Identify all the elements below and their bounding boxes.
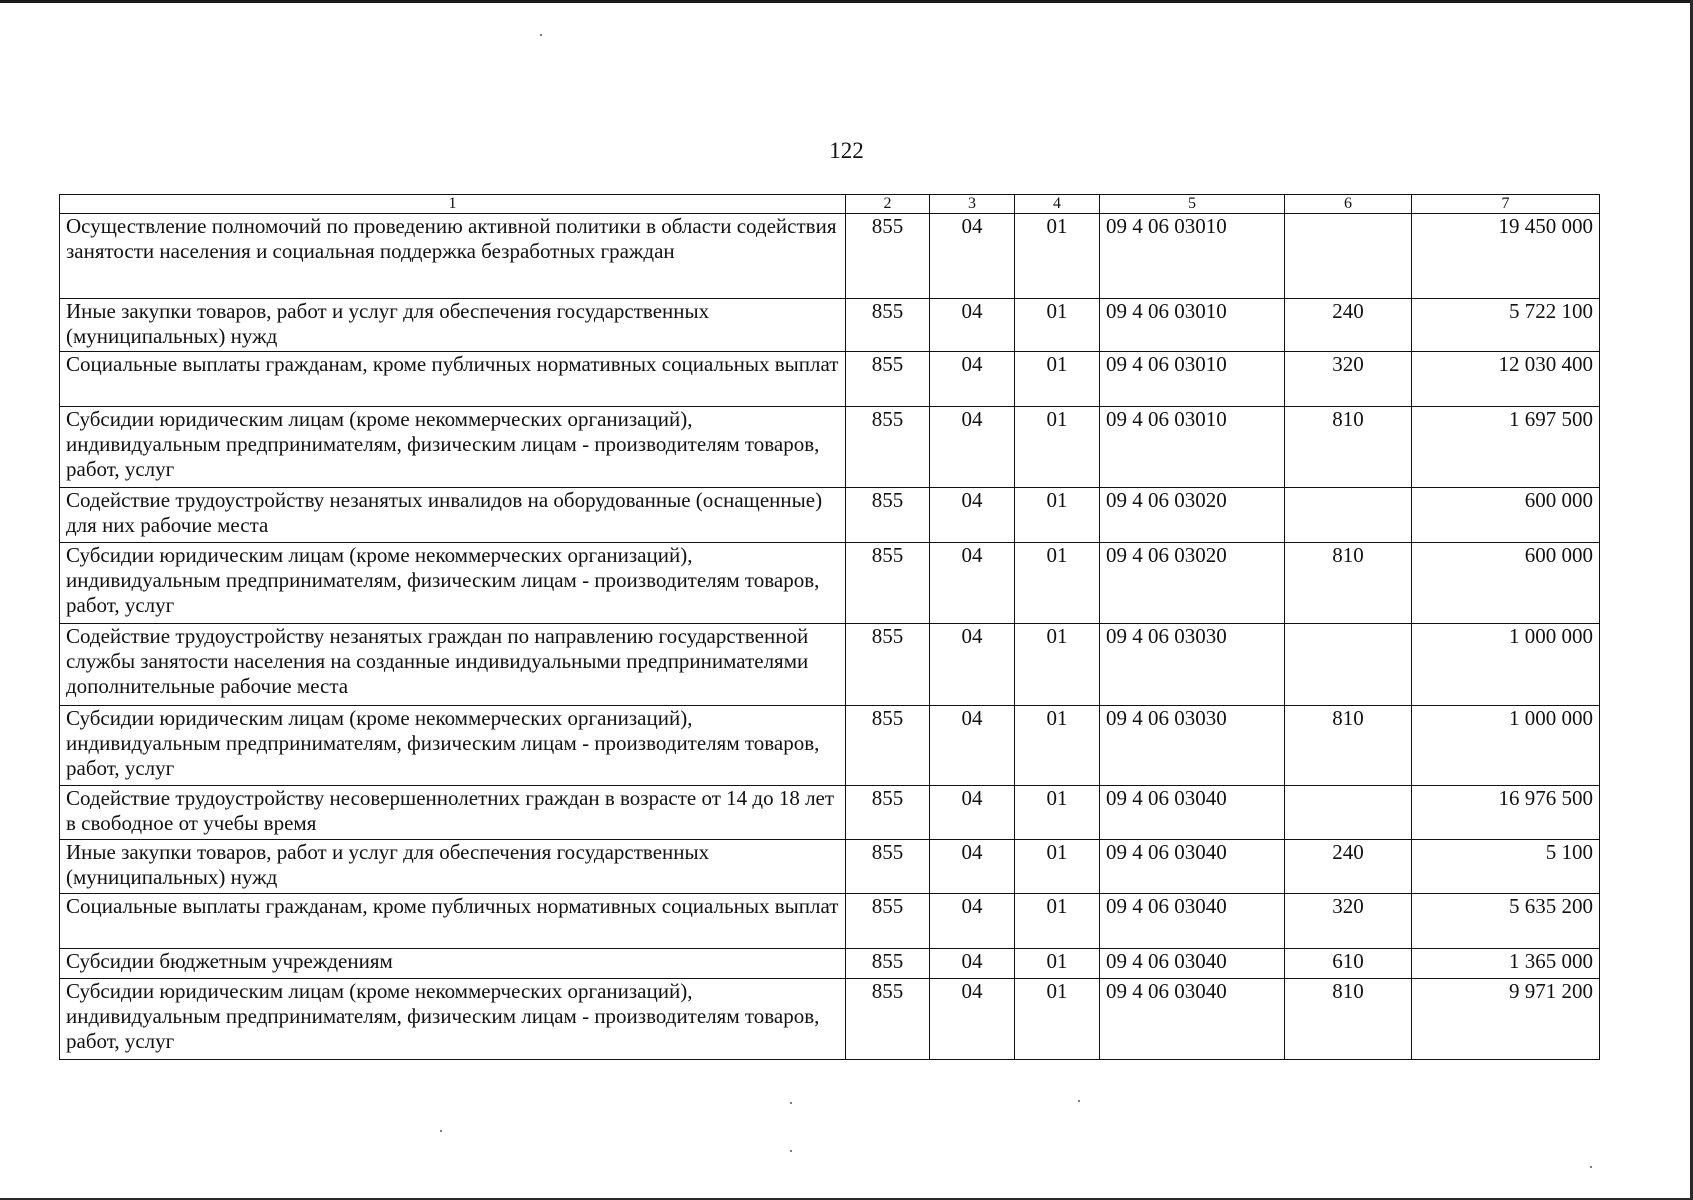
row-code-col5: 09 4 06 03040 — [1100, 979, 1285, 1060]
table-row — [60, 979, 1600, 1060]
row-code-col3: 04 — [930, 543, 1015, 624]
row-amount: 16 976 500 — [1412, 786, 1600, 840]
row-code-col5: 09 4 06 03020 — [1100, 543, 1285, 624]
row-code-col5: 09 4 06 03040 — [1100, 894, 1285, 949]
row-description: Субсидии юридическим лицам (кроме некоммерческих организаций), индивидуальным предпринимателям, физическим лицам - производителям товаров, работ, услуг — [60, 543, 846, 624]
row-code-col4: 01 — [1015, 407, 1100, 488]
row-code-col6: 810 — [1285, 706, 1412, 786]
scan-speck — [790, 1102, 792, 1104]
table-row — [60, 786, 1600, 840]
row-code-col4: 01 — [1015, 949, 1100, 979]
row-description: Содействие трудоустройству несовершеннолетних граждан в возрасте от 14 до 18 лет в свободное от учебы время — [60, 786, 846, 840]
table-row — [60, 840, 1600, 894]
row-description: Содействие трудоустройству незанятых инвалидов на оборудованные (оснащенные) для них рабочие места — [60, 488, 846, 543]
row-code-col4: 01 — [1015, 488, 1100, 543]
row-amount: 5 100 — [1412, 840, 1600, 894]
row-code-col6: 240 — [1285, 840, 1412, 894]
row-description: Иные закупки товаров, работ и услуг для обеспечения государственных (муниципальных) нужд — [60, 299, 846, 352]
row-amount: 1 000 000 — [1412, 706, 1600, 786]
scan-speck — [540, 34, 542, 36]
row-description: Субсидии юридическим лицам (кроме некоммерческих организаций), индивидуальным предпринимателям, физическим лицам - производителям товаров, работ, услуг — [60, 706, 846, 786]
row-code-col3: 04 — [930, 840, 1015, 894]
row-code-col6 — [1285, 214, 1412, 299]
row-code-col5: 09 4 06 03040 — [1100, 949, 1285, 979]
row-code-col4: 01 — [1015, 624, 1100, 706]
row-code-col6 — [1285, 488, 1412, 543]
row-code-col5: 09 4 06 03010 — [1100, 407, 1285, 488]
row-code-col5: 09 4 06 03010 — [1100, 299, 1285, 352]
row-code-col6: 810 — [1285, 543, 1412, 624]
row-amount: 9 971 200 — [1412, 979, 1600, 1060]
table-row — [60, 894, 1600, 949]
page-number: 122 — [829, 138, 864, 163]
row-code-col3: 04 — [930, 407, 1015, 488]
table-row — [60, 407, 1600, 488]
table-row — [60, 706, 1600, 786]
row-amount: 600 000 — [1412, 543, 1600, 624]
row-code-col6: 240 — [1285, 299, 1412, 352]
row-code-col2: 855 — [846, 979, 930, 1060]
row-code-col2: 855 — [846, 786, 930, 840]
row-code-col2: 855 — [846, 706, 930, 786]
row-description: Социальные выплаты гражданам, кроме публичных нормативных социальных выплат — [60, 352, 846, 407]
scan-speck — [440, 1130, 442, 1132]
table-row — [60, 543, 1600, 624]
row-code-col4: 01 — [1015, 543, 1100, 624]
row-code-col3: 04 — [930, 949, 1015, 979]
row-code-col6: 610 — [1285, 949, 1412, 979]
row-amount: 5 635 200 — [1412, 894, 1600, 949]
row-code-col2: 855 — [846, 299, 930, 352]
row-code-col2: 855 — [846, 214, 930, 299]
row-description: Осуществление полномочий по проведению активной политики в области содействия занятости населения и социальная поддержка безработных граждан — [60, 214, 846, 299]
row-code-col4: 01 — [1015, 706, 1100, 786]
column-header-2: 2 — [846, 195, 930, 214]
column-header-7: 7 — [1412, 195, 1600, 214]
row-code-col4: 01 — [1015, 894, 1100, 949]
row-code-col4: 01 — [1015, 840, 1100, 894]
row-code-col4: 01 — [1015, 786, 1100, 840]
table-row — [60, 624, 1600, 706]
row-code-col2: 855 — [846, 894, 930, 949]
row-code-col6 — [1285, 786, 1412, 840]
row-code-col3: 04 — [930, 299, 1015, 352]
row-code-col6: 810 — [1285, 979, 1412, 1060]
row-code-col3: 04 — [930, 979, 1015, 1060]
row-amount: 600 000 — [1412, 488, 1600, 543]
row-description: Субсидии юридическим лицам (кроме некоммерческих организаций), индивидуальным предпринимателям, физическим лицам - производителям товаров, работ, услуг — [60, 979, 846, 1060]
row-code-col5: 09 4 06 03020 — [1100, 488, 1285, 543]
column-header-4: 4 — [1015, 195, 1100, 214]
table-row — [60, 214, 1600, 299]
table-body — [60, 214, 1600, 1060]
table-row — [60, 949, 1600, 979]
row-amount: 5 722 100 — [1412, 299, 1600, 352]
row-code-col5: 09 4 06 03010 — [1100, 214, 1285, 299]
budget-table — [59, 194, 1600, 1060]
row-code-col2: 855 — [846, 840, 930, 894]
row-description: Субсидии бюджетным учреждениям — [60, 949, 846, 979]
row-code-col6: 810 — [1285, 407, 1412, 488]
row-code-col6: 320 — [1285, 352, 1412, 407]
row-code-col2: 855 — [846, 624, 930, 706]
row-code-col2: 855 — [846, 352, 930, 407]
row-code-col6: 320 — [1285, 894, 1412, 949]
row-amount: 19 450 000 — [1412, 214, 1600, 299]
row-description: Социальные выплаты гражданам, кроме публичных нормативных социальных выплат — [60, 894, 846, 949]
scan-speck — [1590, 1166, 1592, 1168]
row-code-col3: 04 — [930, 786, 1015, 840]
row-code-col3: 04 — [930, 894, 1015, 949]
column-header-5: 5 — [1100, 195, 1285, 214]
row-code-col5: 09 4 06 03030 — [1100, 624, 1285, 706]
row-amount: 1 697 500 — [1412, 407, 1600, 488]
table-row — [60, 352, 1600, 407]
row-code-col4: 01 — [1015, 352, 1100, 407]
row-code-col2: 855 — [846, 407, 930, 488]
row-code-col4: 01 — [1015, 214, 1100, 299]
column-header-3: 3 — [930, 195, 1015, 214]
table-row — [60, 488, 1600, 543]
row-code-col2: 855 — [846, 488, 930, 543]
row-code-col2: 855 — [846, 949, 930, 979]
scan-border-top — [0, 0, 1693, 3]
row-code-col3: 04 — [930, 488, 1015, 543]
row-code-col3: 04 — [930, 706, 1015, 786]
row-description: Иные закупки товаров, работ и услуг для обеспечения государственных (муниципальных) нужд — [60, 840, 846, 894]
row-code-col3: 04 — [930, 214, 1015, 299]
row-code-col4: 01 — [1015, 299, 1100, 352]
column-number-row — [60, 195, 1600, 214]
row-amount: 1 365 000 — [1412, 949, 1600, 979]
row-code-col5: 09 4 06 03040 — [1100, 786, 1285, 840]
row-code-col4: 01 — [1015, 979, 1100, 1060]
row-code-col5: 09 4 06 03040 — [1100, 840, 1285, 894]
scan-speck — [790, 1150, 792, 1152]
row-code-col3: 04 — [930, 352, 1015, 407]
column-header-6: 6 — [1285, 195, 1412, 214]
column-header-1: 1 — [60, 195, 846, 214]
row-description: Содействие трудоустройству незанятых граждан по направлению государственной службы занятости населения на созданные индивидуальными предпринимателями дополнительные рабочие места — [60, 624, 846, 706]
row-code-col5: 09 4 06 03010 — [1100, 352, 1285, 407]
table-row — [60, 299, 1600, 352]
row-description: Субсидии юридическим лицам (кроме некоммерческих организаций), индивидуальным предпринимателям, физическим лицам - производителям товаров, работ, услуг — [60, 407, 846, 488]
row-code-col3: 04 — [930, 624, 1015, 706]
row-amount: 12 030 400 — [1412, 352, 1600, 407]
row-code-col6 — [1285, 624, 1412, 706]
row-amount: 1 000 000 — [1412, 624, 1600, 706]
scan-speck — [1078, 1100, 1080, 1102]
row-code-col2: 855 — [846, 543, 930, 624]
row-code-col5: 09 4 06 03030 — [1100, 706, 1285, 786]
